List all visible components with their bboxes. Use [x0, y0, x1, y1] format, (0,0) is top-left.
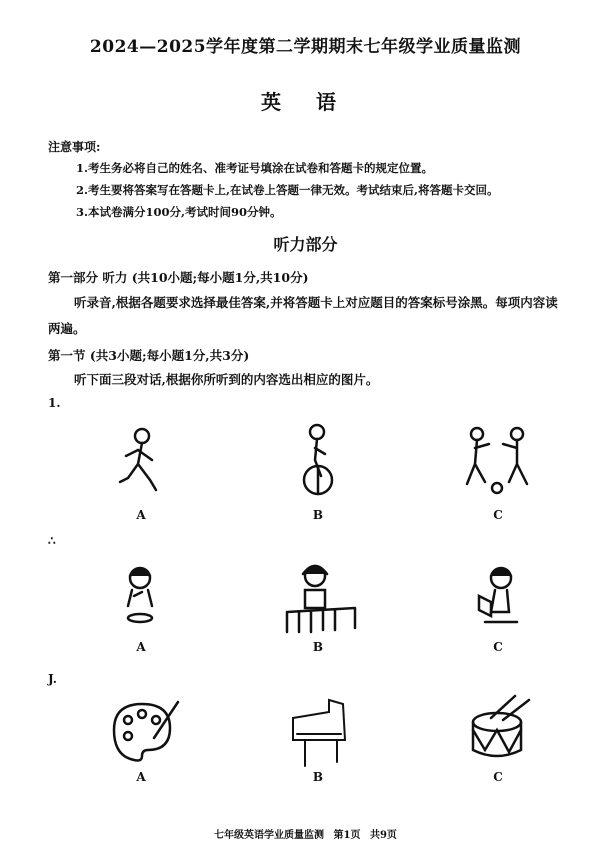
notes-heading: 注意事项: — [48, 140, 101, 154]
question-number: ∴ — [48, 534, 56, 548]
option-label: B — [312, 508, 324, 522]
option-label: A — [136, 640, 146, 654]
running-person-icon — [98, 420, 184, 500]
exam-title: 2024—2025学年度第二学期期末七年级学业质量监测 — [89, 37, 522, 57]
playing-soccer-icon — [455, 420, 541, 500]
section1-heading: 第一节 (共3小题;每小题1分,共3分) — [48, 348, 250, 363]
option-label: B — [312, 640, 324, 654]
note-item: 3.本试卷满分100分,考试时间90分钟。 — [76, 205, 282, 219]
question-number: J. — [48, 672, 57, 686]
drum-icon — [455, 690, 541, 770]
girl-eating-icon — [98, 556, 184, 636]
option-label: B — [312, 770, 324, 784]
paint-palette-icon — [98, 690, 184, 770]
girl-playing-piano-icon — [275, 556, 361, 636]
note-item: 1.考生务必将自己的姓名、准考证号填涂在试卷和答题卡的规定位置。 — [76, 161, 434, 175]
part1-instruction: 听录音,根据各题要求选择最佳答案,并将答题卡上对应题目的答案标号涂黑。每项内容读两遍。 — [48, 295, 558, 336]
section1-instruction: 听下面三段对话,根据你所听到的内容选出相应的图片。 — [74, 372, 379, 387]
subject-title: 英 语 — [261, 90, 350, 114]
option-label: C — [493, 640, 503, 654]
girl-reading-icon — [455, 556, 541, 636]
listening-section-title: 听力部分 — [273, 235, 338, 254]
piano-icon — [275, 690, 361, 770]
option-label: C — [493, 770, 503, 784]
cycling-person-icon — [275, 420, 361, 500]
option-label: C — [493, 508, 503, 522]
note-item: 2.考生要将答案写在答题卡上,在试卷上答题一律无效。考试结束后,将答题卡交回。 — [76, 183, 499, 197]
question-number: 1. — [48, 396, 61, 410]
option-label: A — [136, 770, 146, 784]
part1-heading: 第一部分 听力 (共10小题;每小题1分,共10分) — [48, 270, 309, 285]
page-footer: 七年级英语学业质量监测 第1页 共9页 — [214, 830, 397, 841]
option-label: A — [136, 508, 146, 522]
